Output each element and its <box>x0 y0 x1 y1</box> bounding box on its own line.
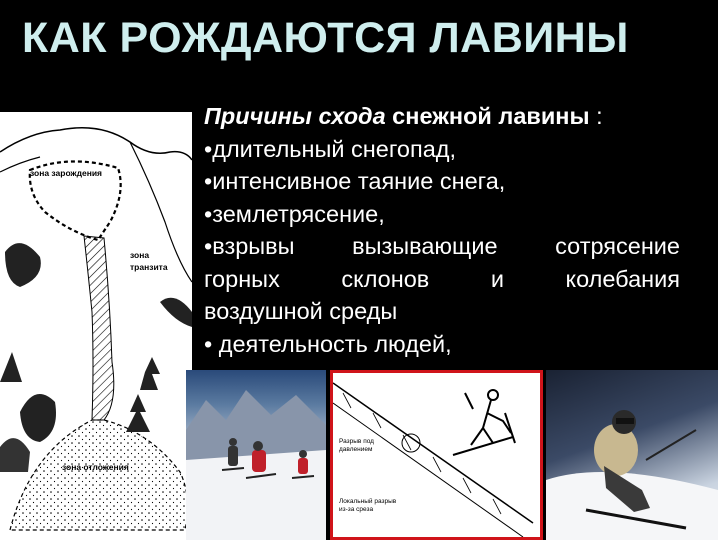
snow-slab-illustration <box>330 370 543 540</box>
zone-origin-label: зона зарождения <box>30 168 103 178</box>
zone-transit-label-2: транзита <box>130 262 168 272</box>
shear-break-label-1: Локальный разрыв <box>339 498 397 505</box>
cause-item-earthquake: •землетрясение, <box>204 200 385 227</box>
slide-title: КАК РОЖДАЮТСЯ ЛАВИНЫ <box>22 14 629 62</box>
causes-list <box>204 100 680 360</box>
pressure-break-label-2: давлением <box>339 446 373 453</box>
skiers-photo <box>186 370 326 540</box>
downhill-skier-photo <box>546 370 718 540</box>
zone-transit-label-1: зона <box>130 250 150 260</box>
pressure-break-label-1: Разрыв под <box>339 438 374 445</box>
cause-item-human-activity: • деятельность людей, <box>204 330 452 357</box>
cause-item-explosions-line2: горных склонов и колебания <box>204 265 680 292</box>
cause-item-explosions-line3: воздушной среды <box>204 298 398 324</box>
cause-item-melting: •интенсивное таяние снега, <box>204 168 506 194</box>
causes-heading: Причины схода снежной лавины : <box>204 103 603 129</box>
avalanche-zones-diagram <box>0 112 192 540</box>
cause-item-explosions-line1: •взрывы вызывающие сотрясение <box>204 233 680 259</box>
zone-deposit-label: зона отложения <box>62 462 129 472</box>
shear-break-label-2: из-за среза <box>339 506 374 513</box>
cause-item-snowfall: •длительный снегопад, <box>204 135 457 162</box>
